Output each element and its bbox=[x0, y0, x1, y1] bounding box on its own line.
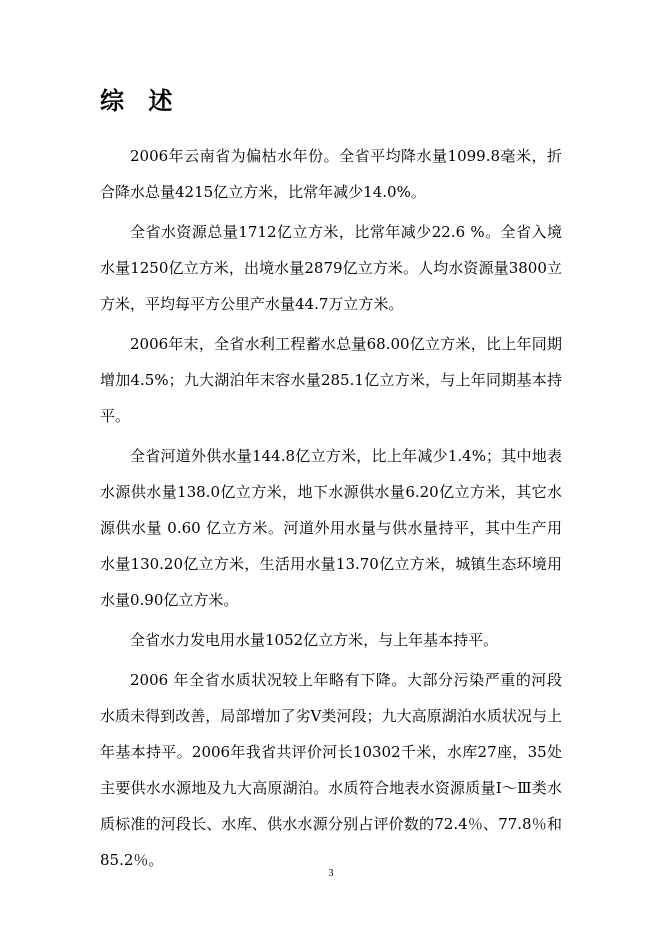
paragraph-hydropower: 全省水力发电用水量1052亿立方米，与上年基本持平。 bbox=[130, 631, 499, 649]
paragraph-water-quality: 2006 年全省水质状况较上年略有下降。大部分污染严重的河段水质未得到改善，局部增加了劣Ⅴ类河段；九大高原湖泊水质状况与上年基本持平。2006年我省共评价河长10302千米，水库27座，35处主要供水水源地及九大高原湖泊。水质符合地表水资源质量Ⅰ～Ⅲ类水质标准的河段长、水库、供水水源分别占评价数的72.4％、77.8％和 85.2％。 bbox=[100, 671, 562, 869]
paragraph-water-resources: 全省水资源总量1712亿立方米，比常年减少22.6 %。全省入境水量1250亿立方米，出境水量2879亿立方米。人均水资源量3800立方米，平均每平方公里产水量44.7万立方米。 bbox=[100, 223, 562, 313]
page-number: 3 bbox=[328, 868, 334, 879]
section-heading: 综 述 bbox=[100, 87, 181, 115]
body-text bbox=[100, 138, 562, 882]
paragraph-storage: 2006年末，全省水利工程蓄水总量68.00亿立方米，比上年同期增加4.5%；九大湖泊年末容水量285.1亿立方米，与上年同期基本持平。 bbox=[100, 335, 562, 425]
paragraph-water-supply: 全省河道外供水量144.8亿立方米，比上年减少1.4%；其中地表水源供水量138.0亿立方米，地下水源供水量6.20亿立方米，其它水源供水量 0.60 亿立方米。河道外用水量与供水量持平，其中生产用水量130.20亿立方米，生活用水量13.70亿立方米，城镇生态环境用水量0.90亿立方米。 bbox=[100, 447, 562, 609]
paragraph-precipitation: 2006年云南省为偏枯水年份。全省平均降水量1099.8毫米，折合降水总量4215亿立方米，比常年减少14.0%。 bbox=[100, 147, 562, 201]
